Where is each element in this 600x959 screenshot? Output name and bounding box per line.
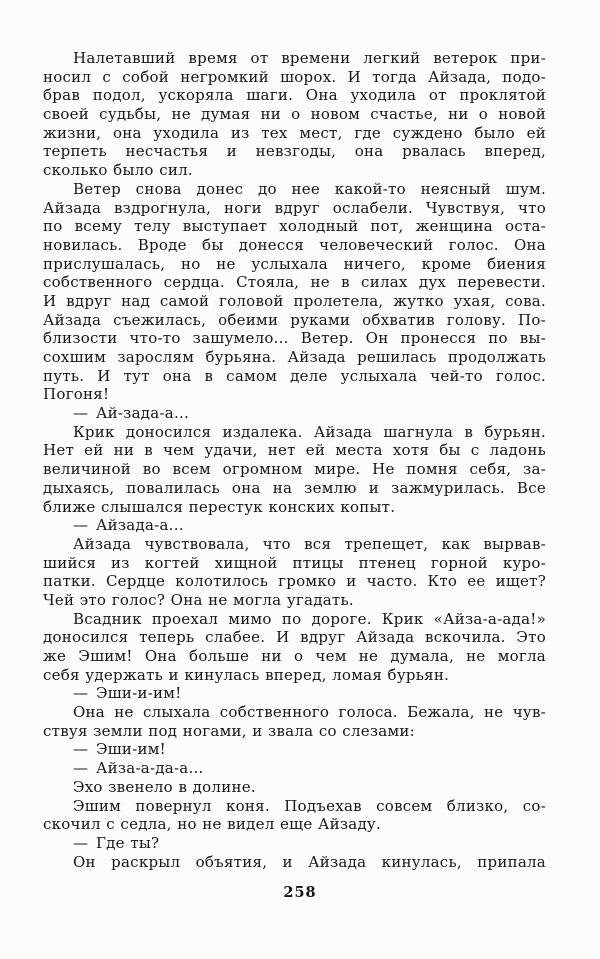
text-line: патки. Сердце колотилось громко и часто. Кто ее ищет? <box>43 572 546 591</box>
paragraph <box>43 535 546 610</box>
text-line: величиной во всем огромном мире. Не помня себя, за- <box>43 460 546 479</box>
text-line: путь. И тут она в самом деле услыхала чей-то голос. <box>43 366 546 385</box>
text-line: сохшим зарослям бурьяна. Айзада решилась продолжать <box>43 348 546 366</box>
text-line: терпеть несчастья и невзгоды, она рвалась вперед, <box>43 142 546 161</box>
paragraph <box>43 759 546 778</box>
text-line: доносился теперь слабее. И вдруг Айзада вскочила. Это <box>43 628 546 647</box>
text-line: Эхо звенело в долине. <box>73 777 256 796</box>
text-line: новилась. Вроде бы донесся человеческий голос. Она <box>43 235 546 254</box>
text-line: — Где ты? <box>73 833 160 852</box>
text-line: Айзада вздрогнула, ноги вдруг ослабели. Чувствуя, что <box>43 198 546 217</box>
text-line: жизни, она уходила из тех мест, где суждено было ей <box>43 123 546 142</box>
paragraph <box>43 404 546 423</box>
text-line: Нет ей ни в чем удачи, нет ей места хотя бы с ладонь <box>43 441 546 460</box>
text-line: — Эши-им! <box>73 740 166 759</box>
text-line: брав подол, ускоряла шаги. Она уходила от проклятой <box>43 86 546 105</box>
paragraph <box>43 797 546 834</box>
text-line: скочил с седла, но не видел еще Айзаду. <box>43 815 382 834</box>
text-line: — Ай-зада-а... <box>73 404 190 423</box>
text-line: Крик доносился издалека. Айзада шагнула в бурьян. <box>73 422 546 441</box>
text-line: Айзада съежилась, обеими руками обхватив голову. По- <box>43 310 546 329</box>
paragraph <box>43 703 546 740</box>
text-line: дыхаясь, повалилась она на землю и зажмурилась. Все <box>43 478 546 497</box>
text-line: Всадник проехал мимо по дороге. Крик «Айза-а-ада!» <box>73 609 546 628</box>
text-column <box>43 49 546 871</box>
paragraph <box>43 684 546 703</box>
text-line: шийся из когтей хищной птицы птенец горной куро- <box>43 553 546 572</box>
text-line: Эшим повернул коня. Подъехав совсем близко, со- <box>73 796 546 815</box>
text-line: прислушалась, но не услыхала ничего, кроме биения <box>43 254 546 273</box>
text-line: сколько было сил. <box>43 161 193 180</box>
text-line: же Эшим! Она больше ни о чем не думала, не могла <box>43 647 546 665</box>
text-line: ближе слышался перестук конских копыт. <box>43 497 396 516</box>
text-line: по всему телу выступает холодный пот, женщина оста- <box>43 217 546 236</box>
paragraph <box>43 834 546 853</box>
text-line: собственного сердца. Стояла, не в силах дух перевести. <box>43 273 546 292</box>
text-line: Он раскрыл объятия, и Айзада кинулась, припала <box>73 852 546 871</box>
text-line: Ветер снова донес до нее какой-то неясный шум. <box>73 179 546 198</box>
text-line: близости что-то зашумело... Ветер. Он пронесся по вы- <box>43 329 546 348</box>
paragraph <box>43 853 546 872</box>
text-line: ствуя земли под ногами, и звала со слезами: <box>43 721 415 740</box>
page-number: 258 <box>283 884 317 901</box>
text-line: Она не слыхала собственного голоса. Бежала, не чув- <box>73 703 546 722</box>
paragraph <box>43 740 546 759</box>
paragraph <box>43 610 546 685</box>
text-line: — Эши-и-им! <box>73 684 182 703</box>
text-line: И вдруг над самой головой пролетела, жутко ухая, сова. <box>43 291 546 310</box>
text-line: — Айза-а-да-а... <box>73 759 204 778</box>
paragraph <box>43 180 546 404</box>
text-line: Чей это голос? Она не могла угадать. <box>43 590 354 609</box>
paragraph <box>43 778 546 797</box>
text-line: Погоня! <box>43 385 110 404</box>
text-line: Айзада чувствовала, что вся трепещет, как вырвав- <box>73 534 546 553</box>
text-line: Налетавший время от времени легкий ветерок при- <box>73 49 546 67</box>
text-line: — Айзада-а... <box>73 516 184 535</box>
paragraph <box>43 516 546 535</box>
paragraph <box>43 423 546 516</box>
text-line: своей судьбы, не думая ни о новом счастье, ни о новой <box>43 105 546 124</box>
text-line: носил с собой негромкий шорох. И тогда Айзада, подо- <box>43 67 546 86</box>
paragraph <box>43 49 546 180</box>
text-line: себя удержать и кинулась вперед, ломая бурьян. <box>43 665 450 684</box>
